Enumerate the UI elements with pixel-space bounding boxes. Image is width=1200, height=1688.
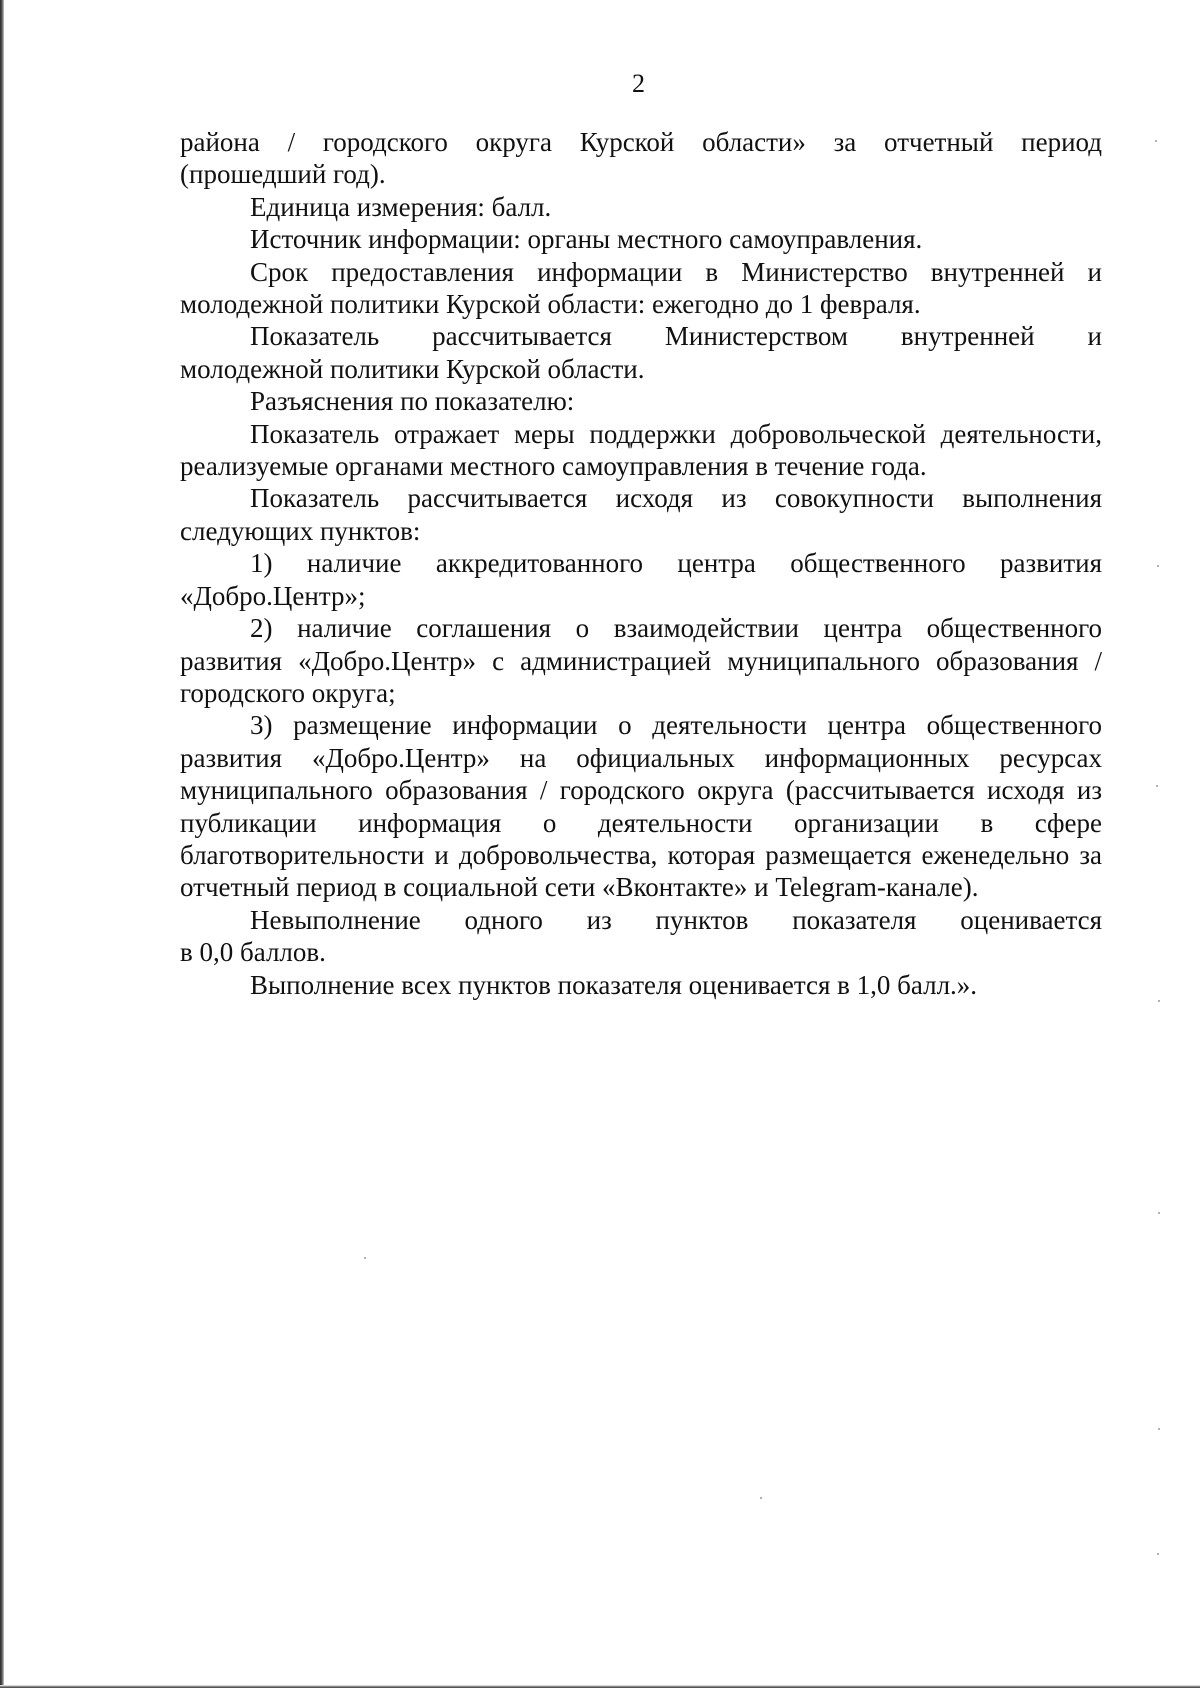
paragraph-calculated-by — [180, 320, 1102, 385]
paragraph-rest: реализуемые органами местного самоуправления в течение года. — [180, 451, 927, 482]
paragraph-calculation-basis — [180, 482, 1102, 547]
paragraph-fulfillment: Выполнение всех пунктов показателя оценивается в 1,0 балл.». — [250, 969, 978, 1000]
paragraph-rest: молодежной политики Курской области: ежегодно до 1 февраля. — [180, 289, 921, 320]
paragraph-continuation — [180, 126, 1102, 191]
paragraph-first-line: 2) наличие соглашения о взаимодействии центра общественного — [250, 613, 1102, 644]
scan-speck — [1158, 1212, 1160, 1214]
paragraph-rest: молодежной политики Курской области. — [180, 353, 645, 384]
paragraph-first-line: 1) наличие аккредитованного центра общественного развития — [250, 548, 1102, 579]
paragraph-unit: Единица измерения: балл. — [250, 191, 552, 222]
paragraph-first-line: Показатель рассчитывается исходя из совокупности выполнения — [250, 483, 1102, 514]
scan-speck — [364, 1257, 366, 1259]
paragraph-rest: (прошедший год). — [180, 159, 386, 190]
scan-speck — [1157, 1553, 1159, 1555]
paragraph-first-line: Срок предоставления информации в Министерство внутренней и — [250, 256, 1102, 287]
paragraph-rest: «Добро.Центр»; — [180, 580, 366, 611]
scan-speck — [1157, 565, 1159, 567]
paragraph-rest: в 0,0 баллов. — [180, 937, 326, 968]
paragraph-first-line: Показатель рассчитывается Министерством внутренней и — [250, 321, 1102, 352]
document-body — [180, 126, 1102, 1001]
paragraph-first-line: 3) размещение информации о деятельности центра общественного — [250, 710, 1102, 741]
list-item-1 — [180, 547, 1102, 612]
paragraph-indicator-reflects — [180, 418, 1102, 483]
paragraph-rest: следующих пунктов: — [180, 515, 421, 546]
paragraph-deadline — [180, 256, 1102, 321]
paragraph-non-fulfillment — [180, 904, 1102, 969]
scan-speck — [1155, 140, 1157, 142]
list-item-2 — [180, 612, 1102, 709]
list-item-3 — [180, 709, 1102, 903]
scan-speck — [1156, 785, 1158, 787]
scan-speck — [1158, 1000, 1160, 1002]
paragraph-source: Источник информации: органы местного самоуправления. — [250, 224, 923, 255]
paragraph-rest: развития «Добро.Центр» на официальных информационных ресурсах муниципального образования / городского округа (рассчитывается исходя из публикации информация о деятельности организации в сфере благотворительности и добровольчества, которая размещается еженедельно за отчетный период в социальной сети «Вконтакте» и Telegram-канале). — [180, 742, 1102, 903]
scan-edge-left — [0, 0, 4, 1688]
scan-speck — [1158, 1428, 1160, 1430]
paragraph-first-line: района / городского округа Курской области» за отчетный период — [180, 127, 1102, 157]
scan-speck — [760, 1497, 762, 1499]
paragraph-first-line: Невыполнение одного из пунктов показателя оценивается — [250, 904, 1102, 935]
page-number: 2 — [632, 69, 645, 98]
paragraph-first-line: Показатель отражает меры поддержки добровольческой деятельности, — [250, 418, 1102, 449]
paragraph-explanations-heading: Разъяснения по показателю: — [250, 386, 575, 417]
paragraph-rest: развития «Добро.Центр» с администрацией муниципального образования / городского округа; — [180, 645, 1102, 708]
